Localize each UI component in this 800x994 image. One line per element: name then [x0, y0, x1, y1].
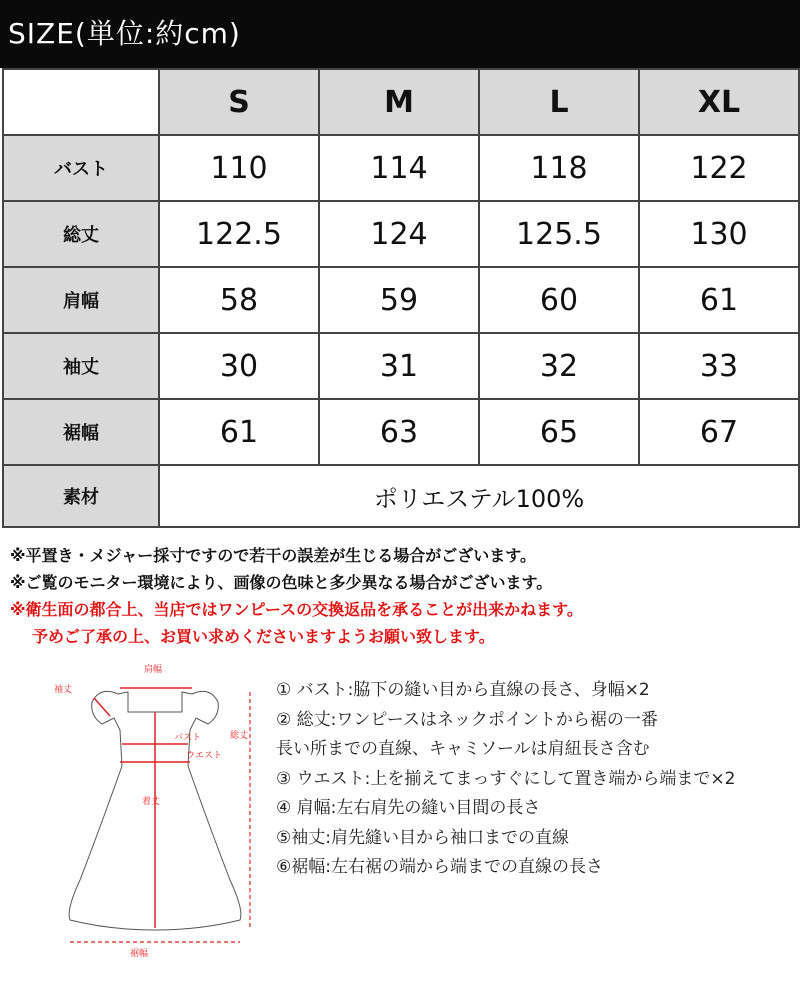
table-row [3, 267, 799, 333]
length-label: 着丈 [142, 797, 161, 807]
row-label-hem: 裾幅 [3, 399, 159, 465]
note-no-returns: ※衛生面の都合上、当店ではワンピースの交換返品を承ることが出来かねます。 [10, 600, 583, 619]
table-cell: 67 [639, 399, 799, 465]
def-bust: ① バスト:脇下の縫い目から直線の長さ、身幅×2 [276, 680, 650, 700]
table-cell: 118 [479, 135, 639, 201]
row-label-bust: バスト [3, 135, 159, 201]
table-row [3, 135, 799, 201]
def-total-length: ② 総丈:ワンピースはネックポイントから裾の一番 [276, 709, 658, 730]
row-label-total-length: 総丈 [3, 201, 159, 267]
row-label-sleeve: 袖丈 [3, 333, 159, 399]
bust-label: バスト [174, 733, 202, 743]
sleeve-label: 袖丈 [54, 685, 73, 695]
table-cell: 59 [319, 267, 479, 333]
size-title: SIZE(単位:約cm) [0, 0, 800, 68]
row-label-material: 素材 [3, 465, 159, 527]
table-cell: 122 [639, 135, 799, 201]
table-row [3, 399, 799, 465]
total-length-label: 総丈 [230, 731, 249, 741]
size-header-l: L [479, 69, 639, 135]
sleeve-line [94, 698, 110, 716]
table-cell: 33 [639, 333, 799, 399]
def-total-length-cont: 長い所までの直線、キャミソールは肩紐長さ含む [276, 739, 650, 759]
note-monitor: ※ご覧のモニター環境により、画像の色味と多少異なる場合がございます。 [10, 573, 553, 592]
note-acknowledge: 予めご了承の上、お買い求めくださいますようお願い致します。 [32, 627, 495, 646]
size-header-m: M [319, 69, 479, 135]
shoulder-label: 肩幅 [144, 665, 163, 675]
table-cell: 114 [319, 135, 479, 201]
table-header-row [3, 69, 799, 135]
note-measurement: ※平置き・メジャー採寸ですので若干の誤差が生じる場合がございます。 [10, 546, 536, 565]
size-table [2, 68, 800, 528]
dress-diagram [40, 658, 270, 983]
table-corner [3, 69, 159, 135]
hem-label: 裾幅 [130, 949, 149, 959]
table-row [3, 201, 799, 267]
waist-label: ウエスト [186, 751, 223, 761]
table-cell: 61 [639, 267, 799, 333]
size-header-s: S [159, 69, 319, 135]
table-cell: 65 [479, 399, 639, 465]
row-label-shoulder: 肩幅 [3, 267, 159, 333]
def-waist: ③ ウエスト:上を揃えてまっすぐにして置き端から端まで×2 [276, 768, 736, 789]
dress-illustration [40, 658, 270, 983]
table-row [3, 333, 799, 399]
def-sleeve: ⑤袖丈:肩先縫い目から袖口までの直線 [276, 827, 569, 848]
table-cell: 60 [479, 267, 639, 333]
notes [10, 542, 790, 650]
table-cell: 61 [159, 399, 319, 465]
table-cell: 124 [319, 201, 479, 267]
def-shoulder: ④ 肩幅:左右肩先の縫い目間の長さ [276, 798, 541, 818]
table-cell: 31 [319, 333, 479, 399]
size-header-xl: XL [639, 69, 799, 135]
table-row-material [3, 465, 799, 527]
measurement-definitions [276, 676, 796, 883]
table-cell: 32 [479, 333, 639, 399]
material-value: ポリエステル100% [159, 465, 799, 527]
table-cell: 110 [159, 135, 319, 201]
table-cell: 30 [159, 333, 319, 399]
table-cell: 63 [319, 399, 479, 465]
table-cell: 130 [639, 201, 799, 267]
table-cell: 122.5 [159, 201, 319, 267]
table-cell: 125.5 [479, 201, 639, 267]
def-hem: ⑥裾幅:左右裾の端から端までの直線の長さ [276, 857, 603, 877]
table-cell: 58 [159, 267, 319, 333]
